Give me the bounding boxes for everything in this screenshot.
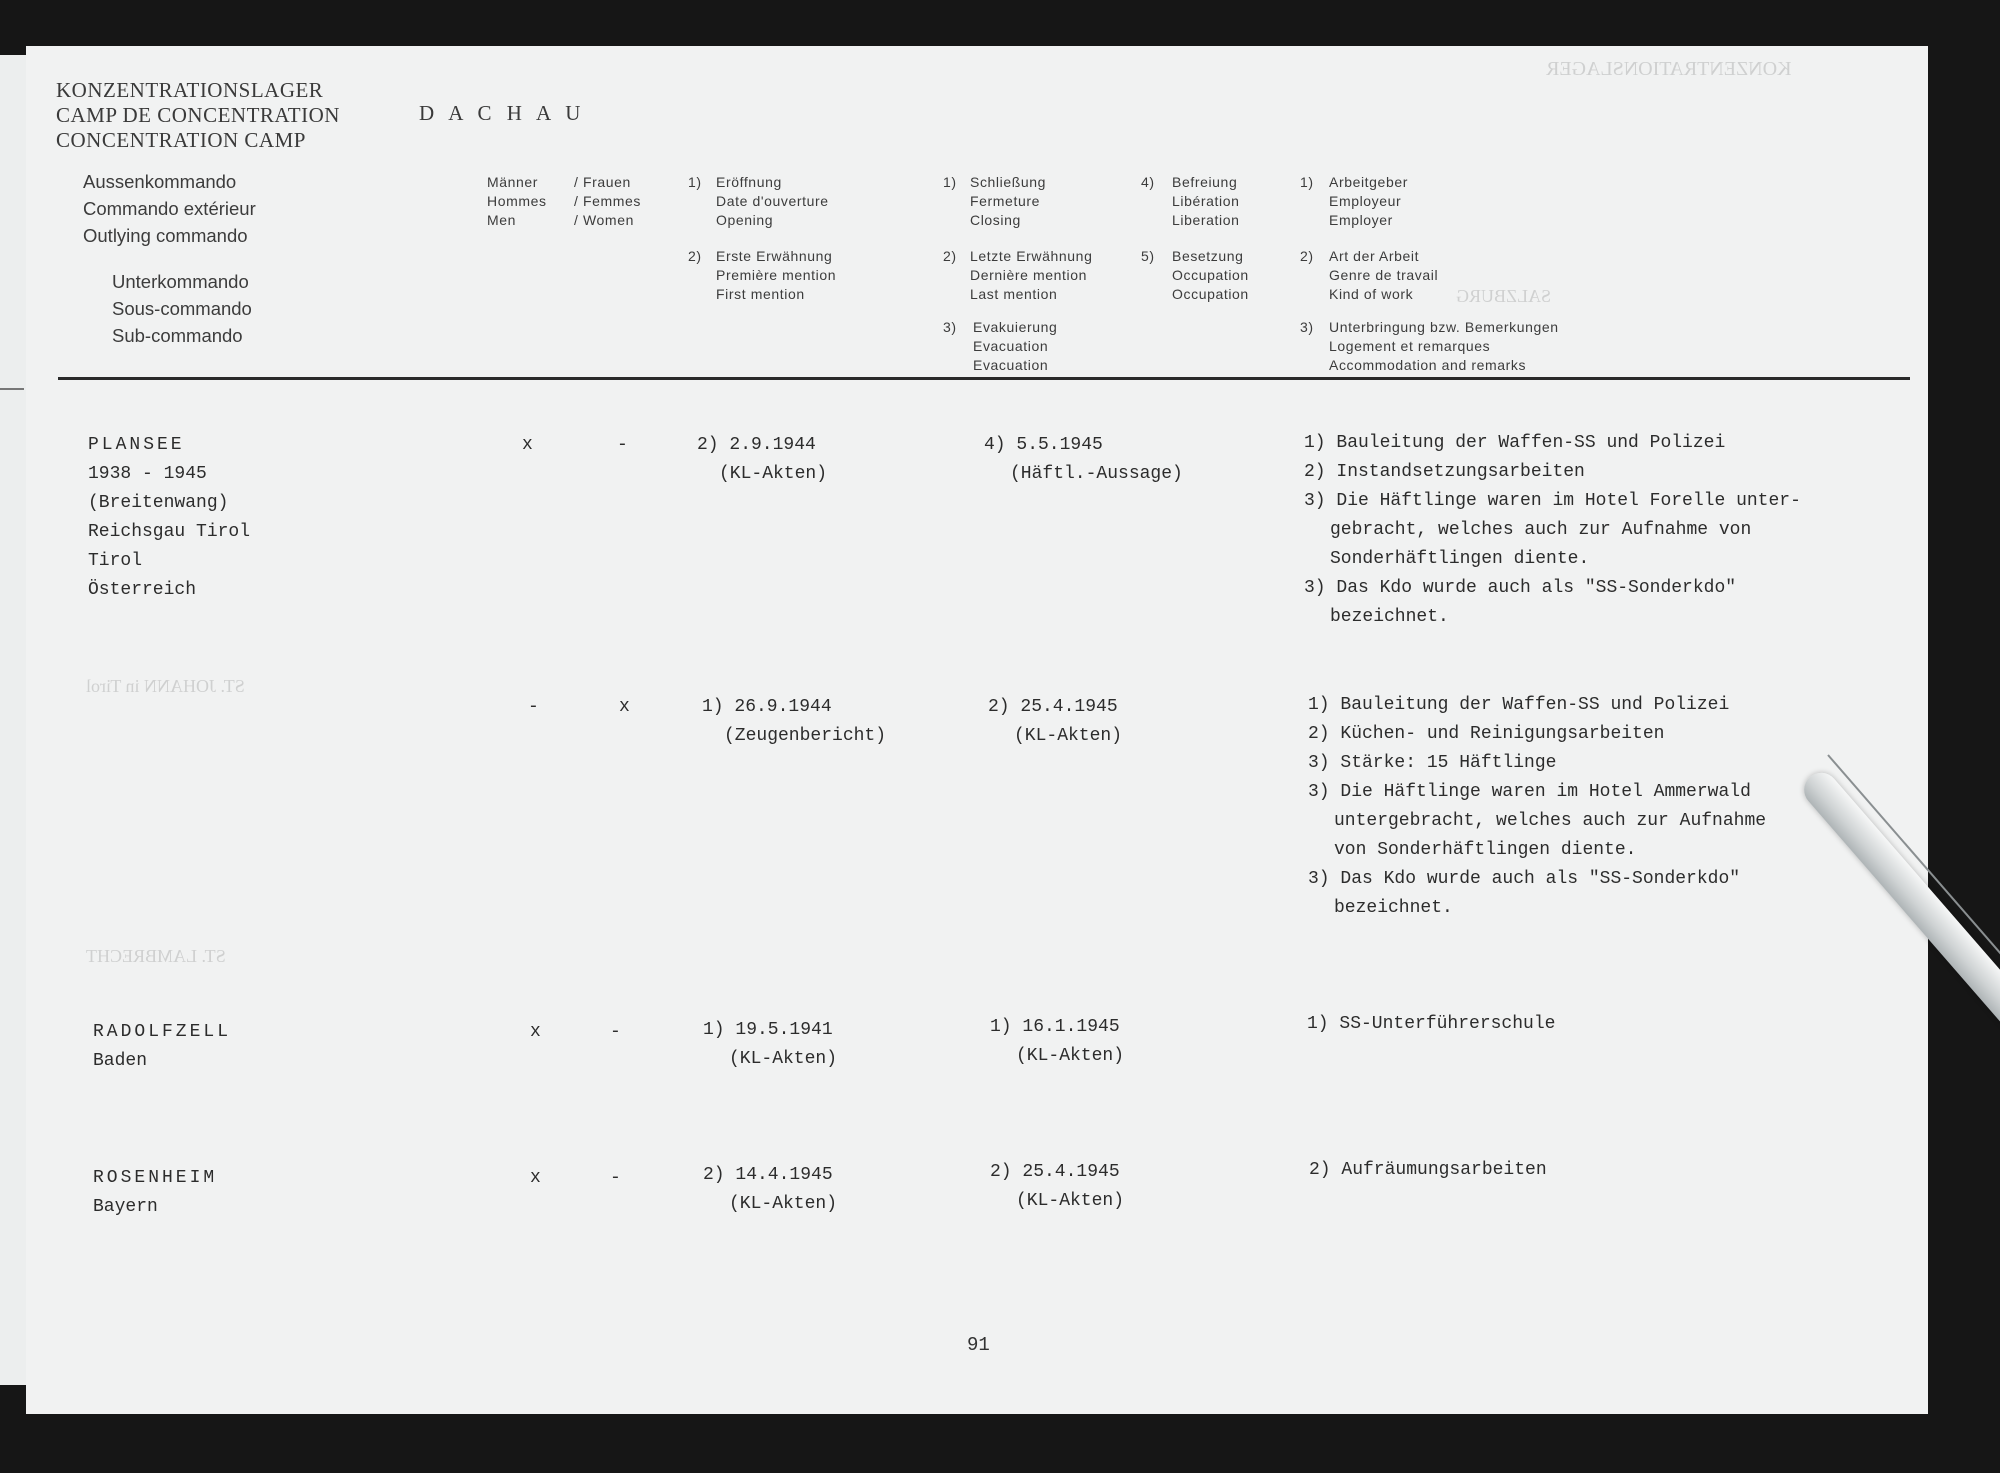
evacuation-column-number: 3) xyxy=(943,319,957,335)
sub-german: Unterkommando xyxy=(112,271,249,292)
place-name: PLANSEE xyxy=(88,435,185,455)
bleed-through-text: KONZENTRATIONSLAGER xyxy=(1546,58,1792,80)
women-mark: - xyxy=(610,1022,621,1042)
outlying-german: Aussenkommando xyxy=(83,171,237,192)
kind-of-work-column-number: 2) xyxy=(1300,248,1314,264)
bleed-through-text: ST. LAMBRECHT xyxy=(86,946,226,966)
entry-place: RADOLFZELL Baden xyxy=(93,1018,231,1076)
remarks: 1) Bauleitung der Waffen-SS und Polizei 2) Küchen- und Reinigungsarbeiten 3) Stärke: 15 Häftlinge 3) Die Häftlinge waren im Hotel Ammerwald untergebracht, welches auch zur Aufnahme von Sonderhäftlingen diente. 3) Das Kdo wurde auch als "SS-Sonderkdo" bezeichnet. xyxy=(1308,695,1767,918)
liberation-column-label: Befreiung Libération Liberation xyxy=(1172,174,1240,228)
men-mark: x xyxy=(530,1022,541,1042)
opening-date: 2) 14.4.1945 (KL-Akten) xyxy=(703,1165,838,1214)
camp-type-english: CONCENTRATION CAMP xyxy=(56,128,306,152)
women-mark: - xyxy=(617,435,628,455)
accommodation-column-number: 3) xyxy=(1300,319,1314,335)
accommodation-column-label: Unterbringung bzw. Bemerkungen Logement et remarques Accommodation and remarks xyxy=(1329,319,1559,373)
closing-date: 1) 16.1.1945 (KL-Akten) xyxy=(990,1017,1125,1066)
occupation-column-label: Besetzung Occupation Occupation xyxy=(1172,248,1249,302)
opening-column-label: Eröffnung Date d'ouverture Opening xyxy=(716,174,829,228)
outlying-english: Outlying commando xyxy=(83,225,248,246)
entry-place: PLANSEE 1938 - 1945 (Breitenwang) Reichsgau Tirol Tirol Österreich xyxy=(88,431,250,605)
book-spine xyxy=(0,55,26,1385)
camp-type-german: KONZENTRATIONSLAGER xyxy=(56,78,324,102)
gender-column-men: Männer Hommes Men xyxy=(487,174,547,228)
book-page xyxy=(26,46,1928,1414)
closing-date: 2) 25.4.1945 (KL-Akten) xyxy=(990,1162,1125,1211)
last-mention-column-label: Letzte Erwähnung Dernière mention Last mention xyxy=(970,248,1093,302)
women-mark: - xyxy=(610,1168,621,1188)
last-mention-column-number: 2) xyxy=(943,248,957,264)
liberation-column-number: 4) xyxy=(1141,174,1155,190)
closing-date: 4) 5.5.1945 (Häftl.-Aussage) xyxy=(984,435,1183,484)
place-name: RADOLFZELL xyxy=(93,1022,232,1042)
sub-commando-label xyxy=(112,268,252,349)
occupation-column-number: 5) xyxy=(1141,248,1155,264)
women-mark: x xyxy=(619,697,630,717)
camp-type-french: CAMP DE CONCENTRATION xyxy=(56,103,340,127)
opening-date: 2) 2.9.1944 (KL-Akten) xyxy=(697,435,828,484)
spine-rule xyxy=(0,388,24,390)
gender-column-women: / Frauen / Femmes / Women xyxy=(574,174,642,228)
header-rule xyxy=(58,377,1910,380)
first-mention-column-number: 2) xyxy=(688,248,702,264)
men-mark: x xyxy=(522,435,533,455)
employer-column-number: 1) xyxy=(1300,174,1314,190)
entry-place: ROSENHEIM Bayern xyxy=(93,1164,217,1222)
remarks: 1) SS-Unterführerschule xyxy=(1307,1014,1556,1034)
opening-date: 1) 26.9.1944 (Zeugenbericht) xyxy=(702,697,887,746)
page-number: 91 xyxy=(967,1334,990,1356)
remarks: 2) Aufräumungsarbeiten xyxy=(1309,1160,1547,1180)
men-mark: - xyxy=(528,697,539,717)
opening-column-number: 1) xyxy=(688,174,702,190)
evacuation-column-label: Evakuierung Evacuation Evacuation xyxy=(973,319,1058,373)
kind-of-work-column-label: Art der Arbeit Genre de travail Kind of work xyxy=(1329,248,1439,302)
closing-column-number: 1) xyxy=(943,174,957,190)
camp-name: D A C H A U xyxy=(419,101,586,125)
first-mention-column-label: Erste Erwähnung Première mention First mention xyxy=(716,248,837,302)
remarks: 1) Bauleitung der Waffen-SS und Polizei 2) Instandsetzungsarbeiten 3) Die Häftlinge waren im Hotel Forelle unter- gebracht, welches auch zur Aufnahme von Sonderhäftlingen diente. 3) Das Kdo wurde auch als "SS-Sonderkdo" bezeichnet. xyxy=(1304,433,1801,627)
sub-english: Sub-commando xyxy=(112,325,243,346)
opening-date: 1) 19.5.1941 (KL-Akten) xyxy=(703,1020,838,1069)
sub-french: Sous-commando xyxy=(112,298,252,319)
outlying-french: Commando extérieur xyxy=(83,198,256,219)
employer-column-label: Arbeitgeber Employeur Employer xyxy=(1329,174,1408,228)
bleed-through-text: ST. JOHANN in Tirol xyxy=(86,676,245,696)
closing-column-label: Schließung Fermeture Closing xyxy=(970,174,1047,228)
camp-type-heading xyxy=(56,78,340,153)
men-mark: x xyxy=(530,1168,541,1188)
outlying-commando-label xyxy=(83,168,256,249)
closing-date: 2) 25.4.1945 (KL-Akten) xyxy=(988,697,1123,746)
bleed-through-text: SALZBURG xyxy=(1456,286,1552,306)
place-name: ROSENHEIM xyxy=(93,1168,218,1188)
